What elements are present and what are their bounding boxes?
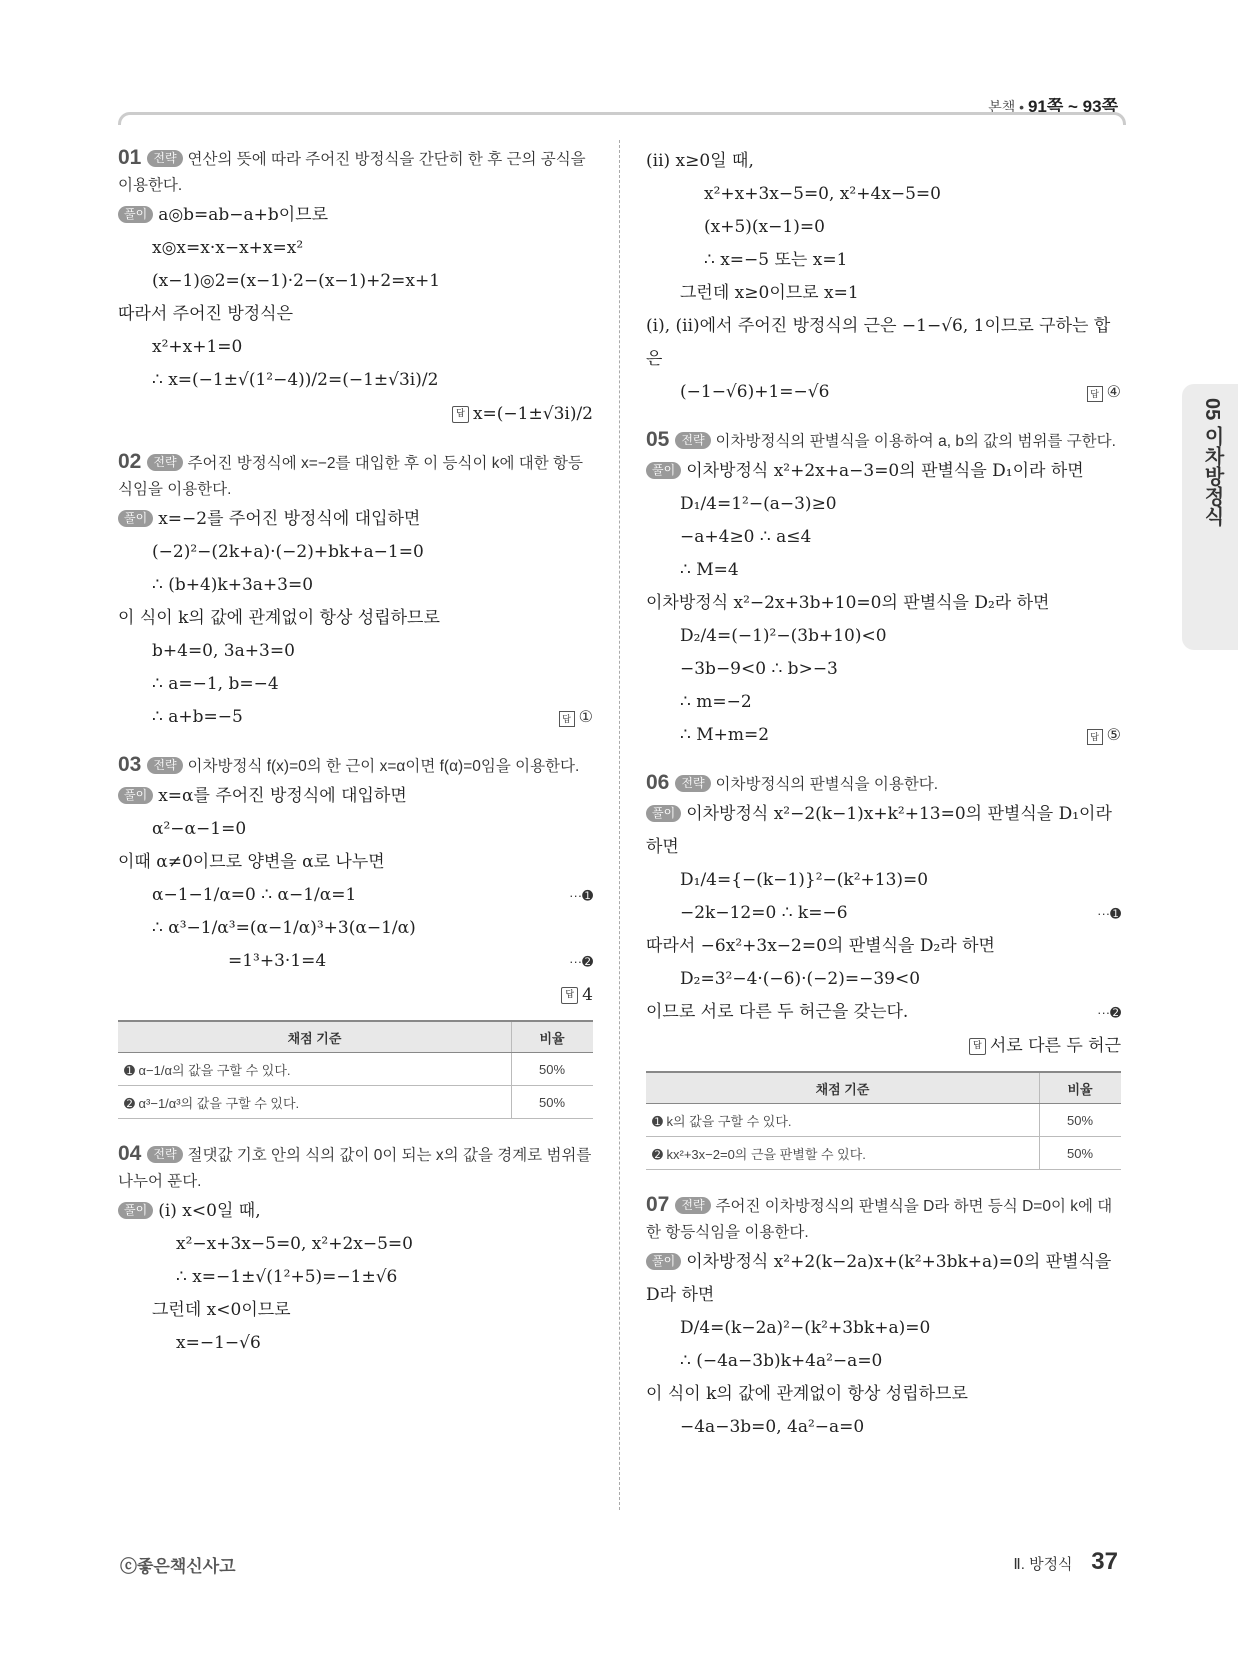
- problem-header: [118, 145, 593, 199]
- header-range: 91쪽 ~ 93쪽: [1027, 97, 1118, 116]
- problem-06: [646, 770, 1121, 1170]
- solution-line: 그런데 x<0이므로: [152, 1300, 291, 1320]
- answer: 답 ④: [1087, 376, 1121, 409]
- solution-line: −2k−12=0 ∴ k=−6 ···➊: [646, 897, 1121, 930]
- table-row: [646, 1137, 1121, 1170]
- step-marker: ···➋: [1097, 1005, 1121, 1020]
- solve-tag: 풀이: [118, 510, 153, 527]
- table-cell: ➋ α³−1/α³의 값을 구할 수 있다.: [118, 1086, 512, 1119]
- strategy-tag: 전략: [675, 1197, 710, 1214]
- solution-line: (i), (ii)에서 주어진 방정식의 근은 −1−√6, 1이므로 구하는 합은: [646, 316, 1111, 369]
- strategy-tag: 전략: [147, 757, 182, 774]
- step-marker: ···➋: [569, 954, 593, 969]
- answer-mark-icon: 답: [561, 987, 578, 1004]
- solution-line: 이때 α≠0이므로 양변을 α로 나누면: [118, 852, 385, 872]
- table-cell: ➊ α−1/α의 값을 구할 수 있다.: [118, 1053, 512, 1086]
- solution-line: D/4=(k−2a)²−(k²+3bk+a)=0: [680, 1318, 931, 1338]
- answer: 답 ⑤: [1087, 719, 1121, 752]
- solution-line: D₂=3²−4·(−6)·(−2)=−39<0: [680, 969, 921, 989]
- table-cell: ➋ kx²+3x−2=0의 근을 판별할 수 있다.: [646, 1137, 1040, 1170]
- solution-line: ∴ M+m=2 답 ⑤: [646, 719, 1121, 752]
- solution-line: −4a−3b=0, 4a²−a=0: [680, 1417, 865, 1437]
- answer: 답 ①: [559, 701, 593, 734]
- solution-line: 이 식이 k의 값에 관계없이 항상 성립하므로: [118, 608, 440, 628]
- page-header: 본책 • 91쪽 ~ 93쪽: [988, 97, 1118, 116]
- table-header: 비율: [512, 1021, 594, 1053]
- solution-line: 이차방정식 x²−2x+3b+10=0의 판별식을 D₂라 하면: [646, 593, 1050, 613]
- strategy-tag: 전략: [675, 775, 710, 792]
- section-title: Ⅱ. 방정식: [1013, 1556, 1073, 1573]
- problem-number: 02: [118, 450, 142, 473]
- scoring-table: [118, 1020, 593, 1119]
- solution-line: (ii) x≥0일 때,: [646, 151, 754, 171]
- answer: 답 4: [118, 978, 593, 1012]
- solution-line: b+4=0, 3a+3=0: [152, 641, 295, 661]
- solution-line: 이 식이 k의 값에 관계없이 항상 성립하므로: [646, 1384, 968, 1404]
- problem-07: [646, 1192, 1121, 1444]
- solve-tag: 풀이: [118, 787, 153, 804]
- solution-line: (−2)²−(2k+a)·(−2)+bk+a−1=0: [152, 542, 424, 562]
- scoring-table: [646, 1071, 1121, 1170]
- problem-header: [118, 449, 593, 503]
- solution-line: ∴ x=(−1±√(1²−4))/2=(−1±√3i)/2: [152, 370, 439, 390]
- problem-header: [118, 752, 593, 780]
- problem-header: [646, 427, 1121, 455]
- solution-line: −3b−9<0 ∴ b>−3: [680, 659, 838, 679]
- chapter-side-tab: [1182, 384, 1238, 650]
- solution-line: 풀이 이차방정식 x²+2x+a−3=0의 판별식을 D₁이라 하면: [646, 455, 1121, 488]
- strategy-tag: 전략: [675, 432, 710, 449]
- problem-05: [646, 427, 1121, 752]
- problem-02: [118, 449, 593, 734]
- problem-01: [118, 145, 593, 431]
- solve-tag: 풀이: [646, 1253, 681, 1270]
- page-footer: [1013, 1548, 1118, 1576]
- step-marker: ···➊: [569, 888, 593, 903]
- table-cell: 50%: [1040, 1137, 1122, 1170]
- solve-tag: 풀이: [646, 805, 681, 822]
- problem-number: 06: [646, 771, 670, 794]
- solve-tag: 풀이: [118, 206, 153, 223]
- problem-number: 01: [118, 146, 142, 169]
- strategy-text: 이차방정식의 판별식을 이용한다.: [715, 776, 939, 793]
- chapter-side-tab-label: 05 이차방정식: [1201, 398, 1223, 526]
- solution-line: ∴ (−4a−3b)k+4a²−a=0: [680, 1351, 883, 1371]
- solve-tag: 풀이: [118, 1202, 153, 1219]
- solution-line: D₁/4=1²−(a−3)≥0: [680, 494, 837, 514]
- solution-line: x²+x+1=0: [152, 337, 243, 357]
- solution-line: (x+5)(x−1)=0: [704, 217, 825, 237]
- solution-line: 따라서 −6x²+3x−2=0의 판별식을 D₂라 하면: [646, 936, 995, 956]
- strategy-tag: 전략: [147, 1146, 182, 1163]
- problem-header: [646, 770, 1121, 798]
- problem-header: [646, 1192, 1121, 1246]
- solution-line: 풀이 x=α를 주어진 방정식에 대입하면: [118, 780, 593, 813]
- answer: 답 서로 다른 두 허근: [646, 1029, 1121, 1063]
- problem-04-continued: [646, 145, 1121, 409]
- strategy-text: 주어진 방정식에 x=−2를 대입한 후 이 등식이 k에 대한 항등식임을 이용한다.: [118, 455, 583, 498]
- table-header: 채점 기준: [118, 1021, 512, 1053]
- answer-mark-icon: 답: [452, 406, 469, 423]
- solution-line: 풀이 (i) x<0일 때,: [118, 1195, 593, 1228]
- answer-mark-icon: 답: [559, 711, 575, 727]
- solution-line: =1³+3·1=4 ···➋: [118, 945, 593, 978]
- table-row: [646, 1104, 1121, 1137]
- table-cell: 50%: [512, 1053, 594, 1086]
- header-label: 본책: [988, 99, 1016, 115]
- solution-line: ∴ x=−1±√(1²+5)=−1±√6: [176, 1267, 398, 1287]
- strategy-tag: 전략: [147, 454, 182, 471]
- left-column: [118, 145, 593, 1378]
- strategy-text: 절댓값 기호 안의 식의 값이 0이 되는 x의 값을 경계로 범위를 나누어 푼다.: [118, 1147, 592, 1190]
- header-rule: [118, 112, 1126, 125]
- solution-line: 풀이 x=−2를 주어진 방정식에 대입하면: [118, 503, 593, 536]
- solution-line: 따라서 주어진 방정식은: [118, 304, 294, 324]
- table-row: [118, 1086, 593, 1119]
- solution-line: 풀이 이차방정식 x²+2(k−2a)x+(k²+3bk+a)=0의 판별식을 D라 하면: [646, 1252, 1112, 1305]
- table-cell: 50%: [512, 1086, 594, 1119]
- strategy-text: 이차방정식의 판별식을 이용하여 a, b의 값의 범위를 구한다.: [715, 433, 1116, 450]
- solution-line: x²+x+3x−5=0, x²+4x−5=0: [704, 184, 941, 204]
- solution-line: ∴ m=−2: [680, 692, 752, 712]
- problem-header: [118, 1141, 593, 1195]
- solution-line: 풀이 a◎b=ab−a+b이므로: [118, 199, 593, 232]
- solution-line: x◎x=x·x−x+x=x²: [152, 238, 304, 258]
- strategy-text: 연산의 뜻에 따라 주어진 방정식을 간단히 한 후 근의 공식을 이용한다.: [118, 151, 586, 194]
- column-divider: [619, 140, 620, 1510]
- problem-04: [118, 1141, 593, 1360]
- strategy-tag: 전략: [147, 150, 182, 167]
- step-marker: ···➊: [1097, 906, 1121, 921]
- table-cell: ➊ k의 값을 구할 수 있다.: [646, 1104, 1040, 1137]
- problem-number: 07: [646, 1193, 670, 1216]
- solution-line: ∴ (b+4)k+3a+3=0: [152, 575, 314, 595]
- solution-line: ∴ a=−1, b=−4: [152, 674, 279, 694]
- answer-mark-icon: 답: [1087, 386, 1103, 402]
- solution-line: ∴ α³−1/α³=(α−1/α)³+3(α−1/α): [152, 918, 416, 938]
- problem-number: 04: [118, 1142, 142, 1165]
- solution-line: 그런데 x≥0이므로 x=1: [680, 283, 859, 303]
- table-row: [118, 1053, 593, 1086]
- solve-tag: 풀이: [646, 462, 681, 479]
- strategy-text: 주어진 이차방정식의 판별식을 D라 하면 등식 D=0이 k에 대한 항등식임을 이용한다.: [646, 1198, 1113, 1241]
- solution-line: 이므로 서로 다른 두 허근을 갖는다. ···➋: [646, 996, 1121, 1029]
- right-column: [646, 145, 1121, 1462]
- answer: 답 x=(−1±√3i)/2: [118, 397, 593, 431]
- solution-line: x=−1−√6: [176, 1333, 261, 1353]
- solution-line: −a+4≥0 ∴ a≤4: [680, 527, 812, 547]
- table-cell: 50%: [1040, 1104, 1122, 1137]
- strategy-text: 이차방정식 f(x)=0의 한 근이 x=α이면 f(α)=0임을 이용한다.: [187, 758, 580, 775]
- publisher-logo: ⓒ좋은책신사고: [120, 1557, 236, 1576]
- solution-line: D₁/4={−(k−1)}²−(k²+13)=0: [680, 870, 929, 890]
- solution-line: (x−1)◎2=(x−1)·2−(x−1)+2=x+1: [152, 271, 441, 291]
- solution-line: ∴ a+b=−5 답 ①: [118, 701, 593, 734]
- problem-number: 05: [646, 428, 670, 451]
- table-header: 비율: [1040, 1072, 1122, 1104]
- table-header: 채점 기준: [646, 1072, 1040, 1104]
- solution-line: ∴ x=−5 또는 x=1: [704, 250, 848, 270]
- problem-03: [118, 752, 593, 1119]
- page-number: 37: [1091, 1548, 1118, 1575]
- solution-line: α−1−1/α=0 ∴ α−1/α=1 ···➊: [118, 879, 593, 912]
- solution-line: (−1−√6)+1=−√6 답 ④: [646, 376, 1121, 409]
- solution-line: α²−α−1=0: [152, 819, 247, 839]
- answer-mark-icon: 답: [969, 1038, 986, 1055]
- problem-number: 03: [118, 753, 142, 776]
- solution-line: D₂/4=(−1)²−(3b+10)<0: [680, 626, 887, 646]
- solution-line: ∴ M=4: [680, 560, 739, 580]
- answer-mark-icon: 답: [1087, 729, 1103, 745]
- solution-line: 풀이 이차방정식 x²−2(k−1)x+k²+13=0의 판별식을 D₁이라 하면: [646, 804, 1112, 857]
- solution-line: x²−x+3x−5=0, x²+2x−5=0: [176, 1234, 413, 1254]
